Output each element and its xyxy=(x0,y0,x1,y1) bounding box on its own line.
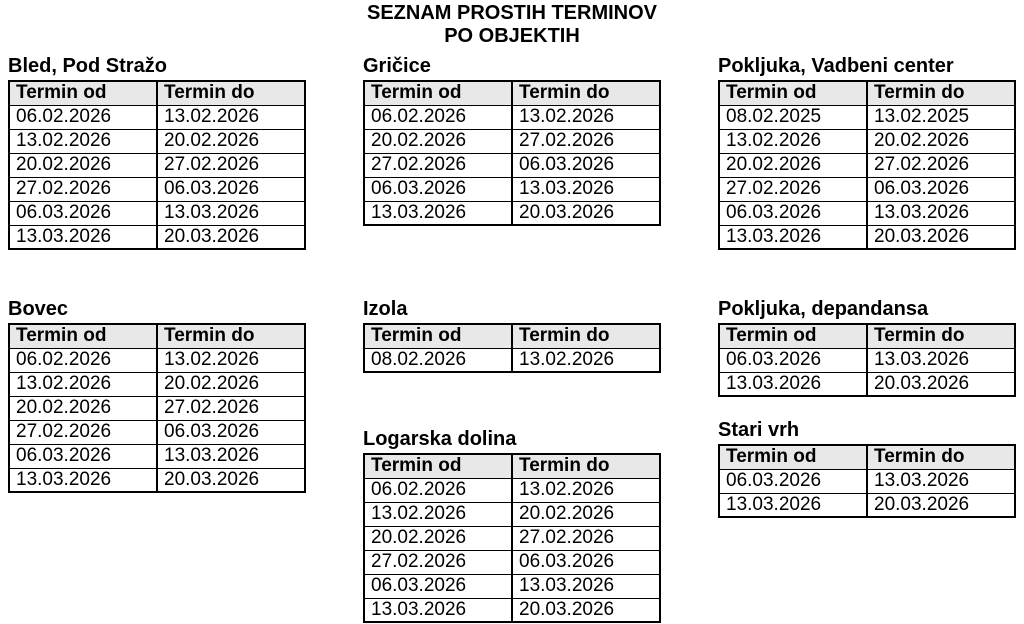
table-header-row xyxy=(364,81,660,105)
date-cell: 20.03.2026 xyxy=(867,225,1015,249)
table-row xyxy=(719,129,1015,153)
date-cell: 06.03.2026 xyxy=(512,153,660,177)
date-cell: 06.02.2026 xyxy=(364,478,512,502)
table-header-row xyxy=(719,445,1015,469)
date-cell: 06.03.2026 xyxy=(157,420,305,444)
table-row xyxy=(719,225,1015,249)
date-cell: 13.02.2026 xyxy=(9,372,157,396)
column-header-termin-od: Termin od xyxy=(719,81,867,105)
table-row xyxy=(9,225,305,249)
facility-table-body xyxy=(364,348,660,372)
date-cell: 13.03.2026 xyxy=(867,201,1015,225)
facility-section-pokljuka-depandansa xyxy=(718,299,1014,397)
date-cell: 20.02.2026 xyxy=(364,129,512,153)
date-cell: 13.03.2026 xyxy=(512,574,660,598)
date-cell: 20.02.2026 xyxy=(9,153,157,177)
facility-title: Logarska dolina xyxy=(363,428,517,450)
column-header-termin-od: Termin od xyxy=(364,81,512,105)
facility-section-bled-pod-strazo xyxy=(8,56,304,250)
facility-title: Pokljuka, depandansa xyxy=(718,298,929,320)
date-cell: 13.03.2026 xyxy=(512,177,660,201)
table-row xyxy=(364,502,660,526)
table-row xyxy=(364,348,660,372)
date-cell: 20.03.2026 xyxy=(157,468,305,492)
date-cell: 13.02.2026 xyxy=(719,129,867,153)
date-cell: 20.02.2026 xyxy=(9,396,157,420)
column-header-termin-od: Termin od xyxy=(9,81,157,105)
date-cell: 13.02.2026 xyxy=(157,105,305,129)
table-row xyxy=(9,105,305,129)
table-header-row xyxy=(9,324,305,348)
table-row xyxy=(719,105,1015,129)
table-row xyxy=(9,420,305,444)
date-cell: 06.03.2026 xyxy=(719,469,867,493)
facility-table xyxy=(363,453,661,623)
date-cell: 06.03.2026 xyxy=(364,177,512,201)
document-title-line1: SEZNAM PROSTIH TERMINOV xyxy=(366,2,657,24)
date-cell: 27.02.2026 xyxy=(719,177,867,201)
date-cell: 27.02.2026 xyxy=(364,550,512,574)
facility-table xyxy=(8,323,306,493)
facility-table xyxy=(363,80,661,226)
column-header-termin-do: Termin do xyxy=(512,324,660,348)
table-row xyxy=(9,468,305,492)
date-cell: 20.02.2026 xyxy=(512,502,660,526)
date-cell: 13.03.2026 xyxy=(719,372,867,396)
table-row xyxy=(364,574,660,598)
date-cell: 13.02.2026 xyxy=(364,502,512,526)
date-cell: 13.02.2026 xyxy=(512,348,660,372)
table-header-row xyxy=(719,324,1015,348)
facility-table xyxy=(8,80,306,250)
date-cell: 06.02.2026 xyxy=(364,105,512,129)
facility-table-body xyxy=(9,348,305,492)
facility-table-body xyxy=(364,478,660,622)
facility-title: Bovec xyxy=(8,298,69,320)
table-header-row xyxy=(364,324,660,348)
date-cell: 20.02.2026 xyxy=(157,129,305,153)
date-cell: 27.02.2026 xyxy=(867,153,1015,177)
column-header-termin-do: Termin do xyxy=(157,324,305,348)
facility-title: Gričice xyxy=(363,55,431,77)
date-cell: 27.02.2026 xyxy=(9,420,157,444)
table-row xyxy=(719,177,1015,201)
date-cell: 13.03.2026 xyxy=(719,225,867,249)
table-row xyxy=(719,372,1015,396)
facility-table-body xyxy=(719,348,1015,396)
table-row xyxy=(9,129,305,153)
facility-section-stari-vrh xyxy=(718,420,1014,518)
document-title xyxy=(0,2,1024,48)
date-cell: 27.02.2026 xyxy=(157,396,305,420)
facility-table-body xyxy=(364,105,660,225)
date-cell: 13.03.2026 xyxy=(157,444,305,468)
date-cell: 08.02.2026 xyxy=(364,348,512,372)
date-cell: 13.03.2026 xyxy=(867,469,1015,493)
date-cell: 13.02.2025 xyxy=(867,105,1015,129)
facility-title: Pokljuka, Vadbeni center xyxy=(718,55,954,77)
date-cell: 13.03.2026 xyxy=(364,598,512,622)
table-row xyxy=(364,550,660,574)
date-cell: 06.03.2026 xyxy=(157,177,305,201)
date-cell: 13.02.2026 xyxy=(512,105,660,129)
table-row xyxy=(9,444,305,468)
date-cell: 20.03.2026 xyxy=(512,201,660,225)
date-cell: 20.02.2026 xyxy=(719,153,867,177)
date-cell: 27.02.2026 xyxy=(157,153,305,177)
facility-table xyxy=(363,323,661,373)
date-cell: 13.03.2026 xyxy=(9,225,157,249)
table-row xyxy=(9,396,305,420)
table-header-row xyxy=(364,454,660,478)
table-row xyxy=(364,526,660,550)
facility-table-body xyxy=(719,105,1015,249)
date-cell: 13.03.2026 xyxy=(9,468,157,492)
column-header-termin-od: Termin od xyxy=(719,324,867,348)
table-row xyxy=(364,201,660,225)
document-title-line2: PO OBJEKTIH xyxy=(444,25,580,47)
column-header-termin-do: Termin do xyxy=(157,81,305,105)
column-header-termin-do: Termin do xyxy=(512,454,660,478)
date-cell: 06.03.2026 xyxy=(9,444,157,468)
column-header-termin-do: Termin do xyxy=(867,81,1015,105)
date-cell: 20.02.2026 xyxy=(867,129,1015,153)
table-row xyxy=(364,153,660,177)
table-row xyxy=(9,372,305,396)
table-row xyxy=(9,177,305,201)
column-header-termin-od: Termin od xyxy=(364,324,512,348)
column-header-termin-od: Termin od xyxy=(364,454,512,478)
date-cell: 20.03.2026 xyxy=(867,493,1015,517)
date-cell: 13.02.2026 xyxy=(157,348,305,372)
facility-table xyxy=(718,323,1016,397)
date-cell: 06.03.2026 xyxy=(719,348,867,372)
date-cell: 20.03.2026 xyxy=(157,225,305,249)
facility-section-izola xyxy=(363,299,659,373)
facility-section-logarska-dolina xyxy=(363,429,659,623)
date-cell: 06.02.2026 xyxy=(9,348,157,372)
date-cell: 20.03.2026 xyxy=(512,598,660,622)
table-header-row xyxy=(719,81,1015,105)
table-row xyxy=(364,478,660,502)
facility-section-bovec xyxy=(8,299,304,493)
column-header-termin-do: Termin do xyxy=(867,445,1015,469)
date-cell: 27.02.2026 xyxy=(512,526,660,550)
facility-table-body xyxy=(9,105,305,249)
table-row xyxy=(719,201,1015,225)
date-cell: 27.02.2026 xyxy=(364,153,512,177)
facility-section-gricice xyxy=(363,56,659,226)
table-row xyxy=(719,469,1015,493)
facility-table-body xyxy=(719,469,1015,517)
table-row xyxy=(364,598,660,622)
date-cell: 13.03.2026 xyxy=(157,201,305,225)
table-row xyxy=(719,493,1015,517)
table-row xyxy=(719,153,1015,177)
date-cell: 06.03.2026 xyxy=(9,201,157,225)
table-row xyxy=(364,129,660,153)
column-header-termin-od: Termin od xyxy=(719,445,867,469)
column-header-termin-do: Termin do xyxy=(512,81,660,105)
date-cell: 06.03.2026 xyxy=(719,201,867,225)
facility-table xyxy=(718,444,1016,518)
column-header-termin-od: Termin od xyxy=(9,324,157,348)
date-cell: 13.03.2026 xyxy=(719,493,867,517)
date-cell: 06.02.2026 xyxy=(9,105,157,129)
date-cell: 20.03.2026 xyxy=(867,372,1015,396)
table-row xyxy=(719,348,1015,372)
facility-title: Stari vrh xyxy=(718,419,800,441)
table-row xyxy=(364,105,660,129)
table-header-row xyxy=(9,81,305,105)
column-header-termin-do: Termin do xyxy=(867,324,1015,348)
date-cell: 13.02.2026 xyxy=(9,129,157,153)
date-cell: 06.03.2026 xyxy=(364,574,512,598)
table-row xyxy=(9,153,305,177)
date-cell: 06.03.2026 xyxy=(867,177,1015,201)
date-cell: 13.03.2026 xyxy=(364,201,512,225)
table-row xyxy=(364,177,660,201)
facility-table xyxy=(718,80,1016,250)
date-cell: 08.02.2025 xyxy=(719,105,867,129)
facility-section-pokljuka-vadbeni-center xyxy=(718,56,1014,250)
table-row xyxy=(9,201,305,225)
date-cell: 20.02.2026 xyxy=(157,372,305,396)
facility-title: Izola xyxy=(363,298,408,320)
facility-title: Bled, Pod Stražo xyxy=(8,55,167,77)
table-row xyxy=(9,348,305,372)
date-cell: 27.02.2026 xyxy=(512,129,660,153)
date-cell: 27.02.2026 xyxy=(9,177,157,201)
date-cell: 13.02.2026 xyxy=(512,478,660,502)
date-cell: 20.02.2026 xyxy=(364,526,512,550)
date-cell: 13.03.2026 xyxy=(867,348,1015,372)
date-cell: 06.03.2026 xyxy=(512,550,660,574)
